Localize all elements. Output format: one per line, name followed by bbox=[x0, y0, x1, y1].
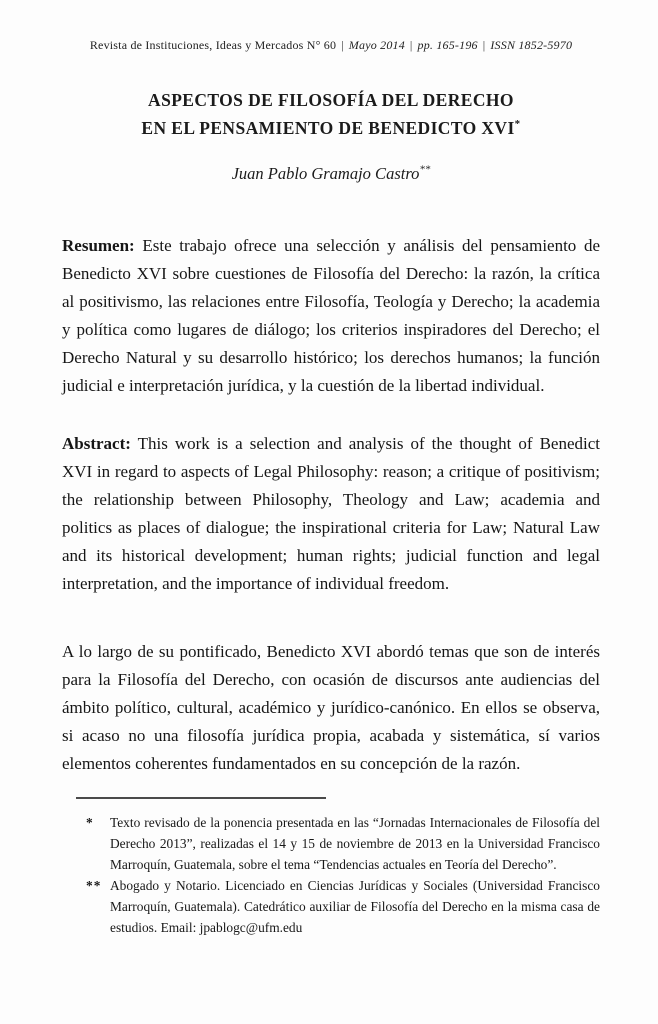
header-separator: | bbox=[409, 38, 413, 52]
author-line bbox=[62, 164, 600, 184]
header-separator: | bbox=[482, 38, 486, 52]
title-footnote-marker: * bbox=[514, 118, 521, 131]
author-name: Juan Pablo Gramajo Castro bbox=[231, 164, 420, 183]
footnotes-section bbox=[62, 812, 600, 938]
article-title bbox=[62, 86, 600, 142]
journal-header bbox=[62, 38, 600, 53]
footnote-text: Texto revisado de la ponencia presentada en las “Jornadas Internacionales de Filosofía del Derecho 2013”, realizadas el 14 y 15 de noviembre de 2013 en la Universidad Francisco Marroquín, Guatemala, sobre el tema “Tendencias actuales en Teoría del Derecho”. bbox=[110, 815, 600, 872]
resumen-label: Resumen: bbox=[62, 236, 135, 255]
page-range: pp. 165-196 bbox=[417, 38, 478, 52]
abstract-label: Abstract: bbox=[62, 434, 131, 453]
author-footnote-marker: ** bbox=[419, 163, 431, 176]
issue-date: Mayo 2014 bbox=[348, 38, 405, 52]
footnote-item bbox=[62, 875, 600, 938]
title-line-1: ASPECTOS DE FILOSOFÍA DEL DERECHO bbox=[148, 90, 514, 110]
abstract-english bbox=[62, 430, 600, 598]
footnote-marker: ** bbox=[86, 878, 102, 893]
footnote-text: Abogado y Notario. Licenciado en Ciencias Jurídicas y Sociales (Universidad Francisco Marroquín, Guatemala). Catedrático auxiliar de Filosofía del Derecho en la misma casa de estudios. Email: jpablogc@ufm.edu bbox=[110, 878, 600, 935]
footnote-marker: * bbox=[86, 815, 94, 830]
journal-name: Revista de Instituciones, Ideas y Mercados N° 60 bbox=[89, 38, 337, 52]
issn: ISSN 1852-5970 bbox=[490, 38, 573, 52]
resumen-text: Este trabajo ofrece una selección y análisis del pensamiento de Benedicto XVI sobre cuestiones de Filosofía del Derecho: la razón, la crítica al positivismo, las relaciones entre Filosofía, Teología y Derecho; la academia y política como lugares de diálogo; los criterios inspiradores del Derecho; el Derecho Natural y su desarrollo histórico; los derechos humanos; la función judicial e interpretación jurídica, y la cuestión de la libertad individual. bbox=[62, 236, 600, 395]
abstract-spanish bbox=[62, 232, 600, 400]
title-line-2: EN EL PENSAMIENTO DE BENEDICTO XVI bbox=[141, 118, 515, 138]
footnote-item bbox=[62, 812, 600, 875]
header-separator: | bbox=[341, 38, 344, 52]
abstract-text: This work is a selection and analysis of the thought of Benedict XVI in regard to aspects of Legal Philosophy: reason; a critique of positivism; the relationship between Philosophy, Theology and Law; academia and politics as places of dialogue; the inspirational criteria for Law; Natural Law and its historical development; human rights; judicial function and legal interpretation, and the importance of individual freedom. bbox=[62, 434, 600, 593]
body-paragraph: A lo largo de su pontificado, Benedicto XVI abordó temas que son de interés para la Filosofía del Derecho, con ocasión de discursos ante audiencias del ámbito político, cultural, académico y jurídico-canónico. En ellos se observa, si acaso no una filosofía jurídica propia, acabada y sistemática, sí varios elementos coherentes fundamentados en su concepción de la razón. bbox=[62, 642, 600, 773]
footnote-divider bbox=[76, 797, 326, 799]
